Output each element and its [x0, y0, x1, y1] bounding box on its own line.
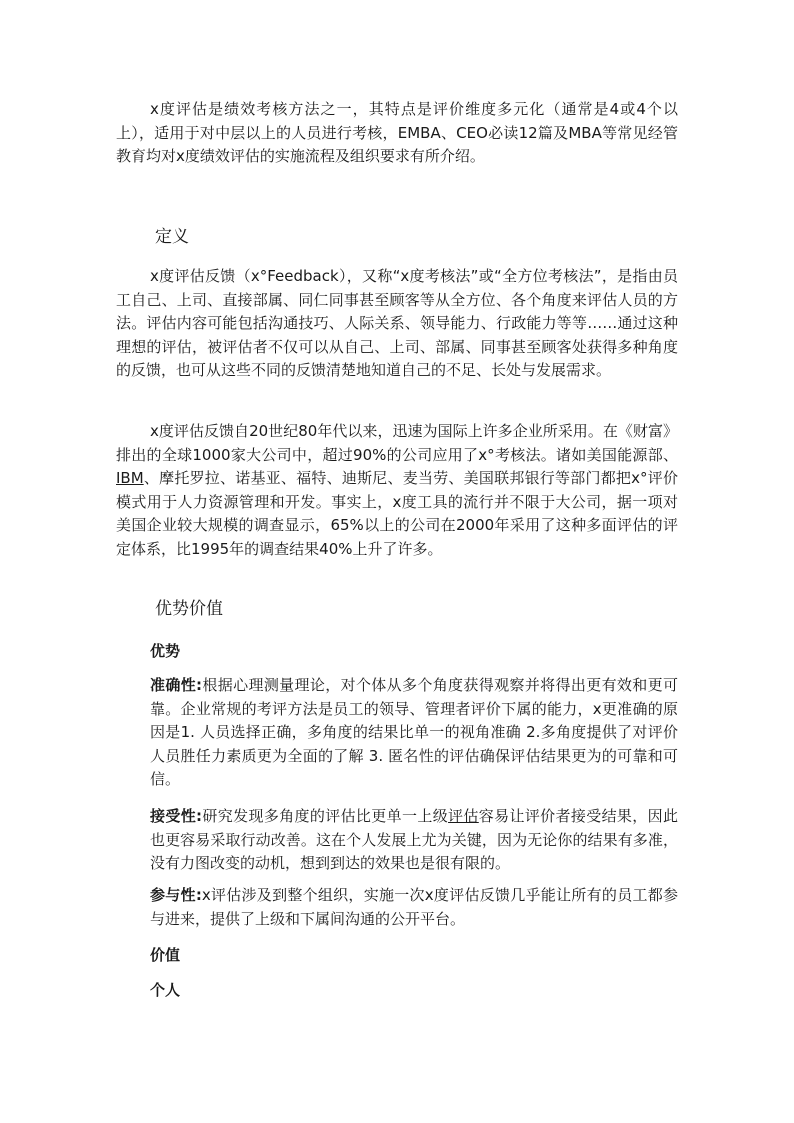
magazine-title: 《财富》 [617, 422, 678, 440]
participation-paragraph [150, 884, 678, 931]
p2-text-2: 排出的全球1000家大公司中，超过90%的公司应用了x°考核法。诸如美国能源部、 [116, 445, 678, 464]
accuracy-paragraph [150, 674, 678, 792]
section-heading-advantages: 优势价值 [155, 599, 223, 619]
section-heading-definition: 定义 [155, 227, 189, 247]
ibm-link[interactable]: IBM [116, 469, 144, 487]
evaluation-link[interactable]: 评估 [448, 807, 479, 825]
acceptance-text-2: 容易让评价者接受结果，因此也更容易采取行动改善。这在个人发展上尤为关键，因为无论你的结果有多准，没有力图改变的动机，想到到达的效果也是很有限的。 [150, 807, 678, 872]
intro-paragraph: x度评估是绩效考核方法之一，其特点是评价维度多元化（通常是4或4个以上），适用于对中层以上的人员进行考核，EMBA、CEO必读12篇及MBA等常见经管教育均对x度绩效评估的实施流程及组织要求有所介绍。 [116, 100, 678, 165]
subheading-value: 价值 [150, 946, 181, 964]
acceptance-term: 接受性: [150, 807, 203, 825]
definition-paragraph-2 [116, 420, 678, 561]
participation-term: 参与性: [150, 886, 202, 904]
acceptance-paragraph [150, 805, 678, 876]
definition-paragraph-1: x度评估反馈（x°Feedback），又称“x度考核法”或“全方位考核法”，是指由员工自己、上司、直接部属、同仁同事甚至顾客等从全方位、各个角度来评估人员的方法。评估内容可能包括沟通技巧、人际关系、领导能力、行政能力等等……通过这种理想的评估，被评估者不仅可以从自己、上司、部属、同事甚至顾客处获得多种角度的反馈，也可从这些不同的反馈清楚地知道自己的不足、长处与发展需求。 [116, 267, 678, 379]
p2-text-1: x度评估反馈自20世纪80年代以来，迅速为国际上许多企业所采用。在 [150, 422, 618, 440]
p2-text-3: 、摩托罗拉、诺基亚、福特、迪斯尼、麦当劳、美国联邦银行等部门都把x°评价模式用于人力资源管理和开发。事实上，x度工具的流行并不限于大公司，据一项对美国企业较大规模的调查显示，65%以上的公司在2000年采用了这种多面评估的评定体系，比1995年的调查结果40%上升了许多。 [116, 469, 678, 558]
participation-text: x评估涉及到整个组织，实施一次x度评估反馈几乎能让所有的员工都参与进来，提供了上级和下属间沟通的公开平台。 [150, 886, 679, 928]
acceptance-text-1: 研究发现多角度的评估比更单一上级 [202, 807, 449, 825]
accuracy-term: 准确性: [150, 676, 203, 694]
subheading-personal: 个人 [150, 981, 181, 999]
accuracy-text: 根据心理测量理论，对个体从多个角度获得观察并将得出更有效和更可靠。企业常规的考评方法是员工的领导、管理者评价下属的能力，x更准确的原因是1. 人员选择正确，多角度的结果比单一的视角准确 2.多角度提供了对评价人员胜任力素质更为全面的了解 3. 匿名性的评估确保评估结果更为的可靠和可信。 [150, 676, 678, 788]
subheading-advantage: 优势 [150, 642, 181, 660]
